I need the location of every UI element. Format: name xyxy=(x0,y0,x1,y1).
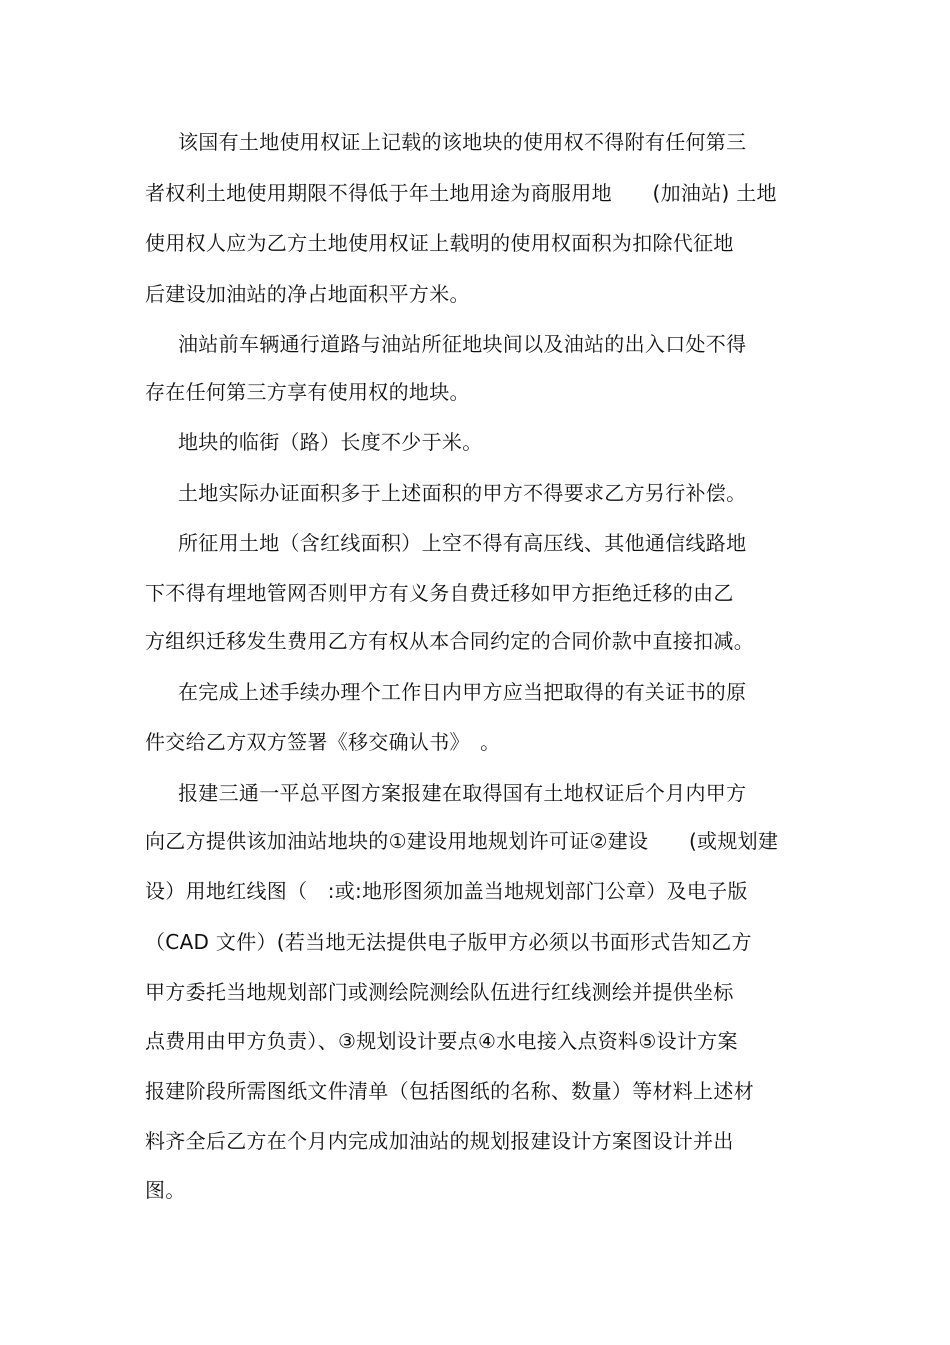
text-line: （CAD 文件）(若当地无法提供电子版甲方必须以书面形式告知乙方 xyxy=(145,930,752,954)
text-line: 报建三通一平总平图方案报建在取得国有土地权证后个月内甲方 xyxy=(178,781,747,805)
text-line: 后建设加油站的净占地面积平方米。 xyxy=(145,282,470,306)
text-line: 图。 xyxy=(145,1178,186,1202)
text-line: 土地实际办证面积多于上述面积的甲方不得要求乙方另行补偿。 xyxy=(178,481,747,505)
text-line: 存在任何第三方享有使用权的地块。 xyxy=(145,380,470,404)
text-line: 设）用地红线图（ :或:地形图须加盖当地规划部门公章）及电子版 xyxy=(145,879,748,903)
text-line: 油站前车辆通行道路与油站所征地块间以及油站的出入口处不得 xyxy=(178,332,747,356)
text-line: 使用权人应为乙方土地使用权证上载明的使用权面积为扣除代征地 xyxy=(145,231,734,255)
text-line: 向乙方提供该加油站地块的①建设用地规划许可证②建设 (或规划建 xyxy=(145,829,779,853)
text-line: 甲方委托当地规划部门或测绘院测绘队伍进行红线测绘并提供坐标 xyxy=(145,980,734,1004)
text-line: 该国有土地使用权证上记载的该地块的使用权不得附有任何第三 xyxy=(178,130,747,154)
text-line: 点费用由甲方负责）、③规划设计要点④水电接入点资料⑤设计方案 xyxy=(145,1029,738,1053)
text-line: 料齐全后乙方在个月内完成加油站的规划报建设计方案图设计并出 xyxy=(145,1129,734,1153)
text-line: 地块的临街（路）长度不少于米。 xyxy=(178,430,483,454)
text-line: 报建阶段所需图纸文件清单（包括图纸的名称、数量）等材料上述材 xyxy=(145,1079,754,1103)
text-line: 方组织迁移发生费用乙方有权从本合同约定的合同价款中直接扣减。 xyxy=(145,629,754,653)
text-line: 者权利土地使用期限不得低于年土地用途为商服用地 (加油站) 土地 xyxy=(145,181,777,205)
text-line: 所征用土地（含红线面积）上空不得有高压线、其他通信线路地 xyxy=(178,531,747,555)
text-line: 在完成上述手续办理个工作日内甲方应当把取得的有关证书的原 xyxy=(178,680,747,704)
text-line: 件交给乙方双方签署《移交确认书》 。 xyxy=(145,730,501,754)
text-line: 下不得有埋地管网否则甲方有义务自费迁移如甲方拒绝迁移的由乙 xyxy=(145,581,734,605)
